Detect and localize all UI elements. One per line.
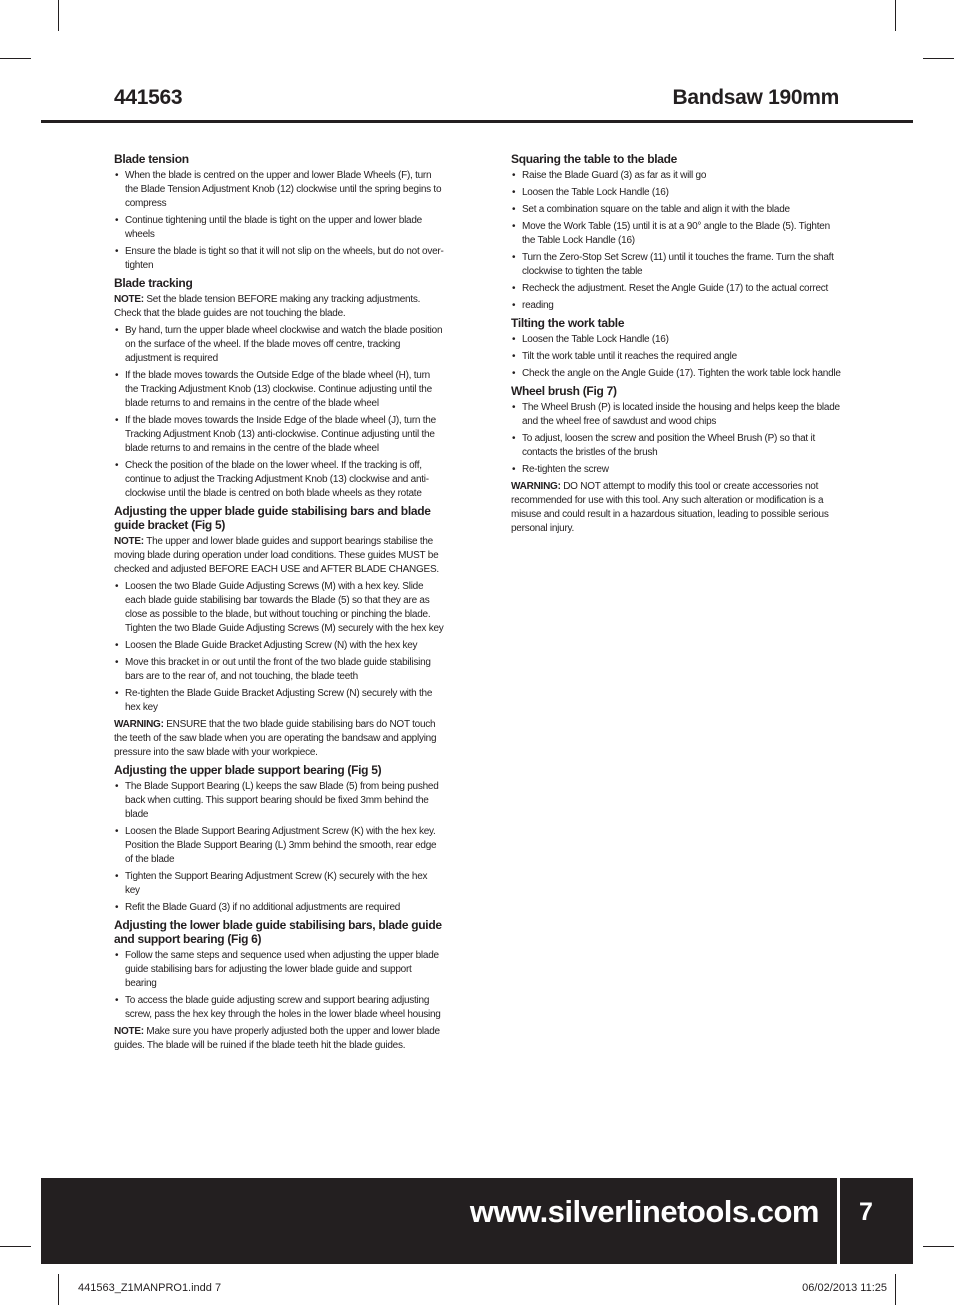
page-title: Bandsaw 190mm [672, 86, 839, 109]
note-paragraph: NOTE: Make sure you have properly adjusted both the upper and lower blade guides. The blade will be ruined if the blade teeth hit the blade guides. [114, 1026, 440, 1051]
bullet-icon: • [512, 433, 516, 444]
warning-label: WARNING: [511, 481, 561, 492]
list-item: • Ensure the blade is tight so that it will not slip on the wheels, but do not over-tighten [115, 246, 444, 271]
crop-mark [895, 0, 896, 31]
page-number: 7 [859, 1198, 873, 1226]
list-item: • reading [512, 300, 554, 311]
section-squaring [511, 152, 843, 313]
list-item: • The Wheel Brush (P) is located inside the housing and helps keep the blade and the wheel free of sawdust and wood chips [512, 402, 840, 427]
list-item: • Turn the Zero-Stop Set Screw (11) until it touches the frame. Turn the shaft clockwise to tighten the table [512, 252, 834, 277]
crop-mark [923, 58, 954, 59]
list-item: • Move this bracket in or out until the front of the two blade guide stabilising bars are to the rear of, and not touching, the blade teeth [115, 657, 431, 682]
bullet-icon: • [115, 826, 119, 837]
section-heading: Adjusting the upper blade guide stabilising bars and blade guide bracket (Fig 5) [114, 504, 431, 532]
list-item: • Re-tighten the screw [512, 464, 609, 475]
warning-label: WARNING: [114, 719, 164, 730]
bullet-icon: • [512, 221, 516, 232]
crop-mark [0, 1246, 31, 1247]
list-item: • Loosen the Table Lock Handle (16) [512, 187, 669, 198]
bullet-icon: • [512, 204, 516, 215]
list-item: • If the blade moves towards the Outside Edge of the blade wheel (H), turn the Tracking Adjustment Knob (13) clockwise. Continue adjusting until the blade returns to and remains in the centre of the blade wheel [115, 370, 432, 409]
section-wheel-brush [511, 384, 843, 536]
list-item: • Check the angle on the Angle Guide (17). Tighten the work table lock handle [512, 368, 841, 379]
list-item: • Re-tighten the Blade Guide Bracket Adjusting Screw (N) securely with the hex key [115, 688, 433, 713]
note-paragraph: NOTE: Set the blade tension BEFORE making any tracking adjustments. Check that the blade guides are not touching the blade. [114, 294, 421, 319]
list-item: • Move the Work Table (15) until it is at a 90° angle to the Blade (5). Tighten the Table Lock Handle (16) [512, 221, 830, 246]
list-item: • Follow the same steps and sequence used when adjusting the upper blade guide stabilising bars for adjusting the lower blade guide and support bearing [115, 950, 439, 989]
list-item: • Loosen the two Blade Guide Adjusting Screws (M) with a hex key. Slide each blade guide stabilising bar towards the Blade (5) so that they are as close as possible to the blade, but without touching or pinching the blade. Tighten the two Blade Guide Adjusting Screws (M) securely with the hex key [115, 581, 444, 634]
list-item: • Check the position of the blade on the lower wheel. If the tracking is off, continue to adjust the Tracking Adjustment Knob (13) clockwise and anti-clockwise until the blade is centred on both blade wheels as they rotate [115, 460, 429, 499]
crop-mark [58, 1274, 59, 1305]
bullet-list [114, 780, 444, 915]
bullet-icon: • [512, 402, 516, 413]
warning-paragraph: WARNING: DO NOT attempt to modify this tool or create accessories not recommended for use with this tool. Any such alteration or modification is a misuse and could result in a hazardous situation, leading to possible serious personal injury. [511, 481, 829, 534]
bullet-list [114, 580, 444, 715]
list-item: • Tighten the Support Bearing Adjustment Screw (K) securely with the hex key [115, 871, 428, 896]
list-item: • Loosen the Blade Guide Bracket Adjusting Screw (N) with the hex key [115, 640, 418, 651]
footer-band [41, 1178, 913, 1264]
list-item: • To access the blade guide adjusting screw and support bearing adjusting screw, pass the hex key through the holes in the lower blade wheel housing [115, 995, 441, 1020]
list-item: • Raise the Blade Guard (3) as far as it will go [512, 170, 707, 181]
footer-divider [837, 1178, 840, 1264]
bullet-list [511, 401, 843, 477]
bullet-icon: • [115, 215, 119, 226]
bullet-icon: • [512, 351, 516, 362]
bullet-list [114, 949, 444, 1022]
bullet-list [114, 169, 444, 273]
bullet-icon: • [115, 902, 119, 913]
bullet-icon: • [115, 370, 119, 381]
section-blade-tracking [114, 276, 444, 501]
bullet-icon: • [115, 657, 119, 668]
list-item: • By hand, turn the upper blade wheel clockwise and watch the blade position on the surface of the wheel. If the blade moves off centre, tracking adjustment is required [115, 325, 443, 364]
bullet-icon: • [512, 464, 516, 475]
note-label: NOTE: [114, 294, 144, 305]
section-upper-bearing [114, 763, 444, 915]
bullet-icon: • [115, 640, 119, 651]
crop-mark [923, 1246, 954, 1247]
crop-mark [895, 1274, 896, 1305]
section-heading: Blade tracking [114, 276, 193, 290]
bullet-list [511, 169, 843, 313]
bullet-icon: • [115, 325, 119, 336]
list-item: • Loosen the Blade Support Bearing Adjustment Screw (K) with the hex key. Position the Blade Support Bearing (L) 3mm behind the smooth, rear edge of the blade [115, 826, 437, 865]
list-item: • If the blade moves towards the Inside Edge of the blade wheel (J), turn the Tracking Adjustment Knob (13) anti-clockwise. Continue adjusting until the blade returns to and remains in the centre of the blade wheel [115, 415, 436, 454]
list-item: • The Blade Support Bearing (L) keeps the saw Blade (5) from being pushed back when cutting. This support bearing should be fixed 3mm behind the blade [115, 781, 439, 820]
bullet-icon: • [115, 995, 119, 1006]
note-label: NOTE: [114, 1026, 144, 1037]
website-link[interactable]: www.silverlinetools.com [469, 1194, 819, 1229]
bullet-icon: • [512, 170, 516, 181]
bullet-list [114, 324, 444, 501]
bullet-icon: • [115, 170, 119, 181]
list-item: • Loosen the Table Lock Handle (16) [512, 334, 669, 345]
right-column [511, 152, 843, 539]
bullet-icon: • [512, 283, 516, 294]
section-heading: Squaring the table to the blade [511, 152, 678, 166]
print-slug-datetime: 06/02/2013 11:25 [802, 1282, 887, 1294]
bullet-icon: • [512, 368, 516, 379]
section-heading: Blade tension [114, 152, 189, 166]
section-heading: Tilting the work table [511, 316, 625, 330]
section-blade-tension [114, 152, 444, 273]
bullet-icon: • [512, 334, 516, 345]
bullet-icon: • [115, 871, 119, 882]
section-heading: Wheel brush (Fig 7) [511, 384, 617, 398]
list-item: • Recheck the adjustment. Reset the Angle Guide (17) to the actual correct [512, 283, 829, 294]
crop-mark [0, 58, 31, 59]
left-column [114, 152, 444, 1056]
section-heading: Adjusting the lower blade guide stabilising bars, blade guide and support bearing (Fig 6) [114, 918, 442, 946]
print-slug-file: 441563_Z1MANPRO1.indd 7 [78, 1282, 222, 1294]
list-item: • To adjust, loosen the screw and position the Wheel Brush (P) so that it contacts the bristles of the brush [512, 433, 815, 458]
list-item: • Set a combination square on the table and align it with the blade [512, 204, 790, 215]
crop-mark [58, 0, 59, 31]
bullet-list [511, 333, 843, 381]
bullet-icon: • [115, 688, 119, 699]
section-upper-guide [114, 504, 444, 760]
bullet-icon: • [115, 460, 119, 471]
section-tilting [511, 316, 843, 381]
product-code: 441563 [114, 86, 183, 109]
list-item: • Tilt the work table until it reaches the required angle [512, 351, 737, 362]
bullet-icon: • [115, 781, 119, 792]
bullet-icon: • [512, 187, 516, 198]
bullet-icon: • [115, 246, 119, 257]
list-item: • Refit the Blade Guard (3) if no additional adjustments are required [115, 902, 401, 913]
warning-paragraph: WARNING: ENSURE that the two blade guide stabilising bars do NOT touch the teeth of the saw blade when you are operating the bandsaw and applying pressure into the saw blade with your workpiece. [114, 719, 437, 758]
bullet-icon: • [512, 252, 516, 263]
section-lower-guide [114, 918, 444, 1053]
bullet-icon: • [115, 415, 119, 426]
section-heading: Adjusting the upper blade support bearing (Fig 5) [114, 763, 382, 777]
bullet-icon: • [115, 950, 119, 961]
list-item: • When the blade is centred on the upper and lower Blade Wheels (F), turn the Blade Tension Adjustment Knob (12) clockwise until the spring begins to compress [115, 170, 442, 209]
note-label: NOTE: [114, 536, 144, 547]
bullet-icon: • [512, 300, 516, 311]
list-item: • Continue tightening until the blade is tight on the upper and lower blade wheels [115, 215, 422, 240]
bullet-icon: • [115, 581, 119, 592]
note-paragraph: NOTE: The upper and lower blade guides and support bearings stabilise the moving blade during operation under load conditions. These guides MUST be checked and adjusted BEFORE EACH USE and AFTER BLADE CHANGES. [114, 536, 439, 575]
header-rule [41, 120, 913, 123]
